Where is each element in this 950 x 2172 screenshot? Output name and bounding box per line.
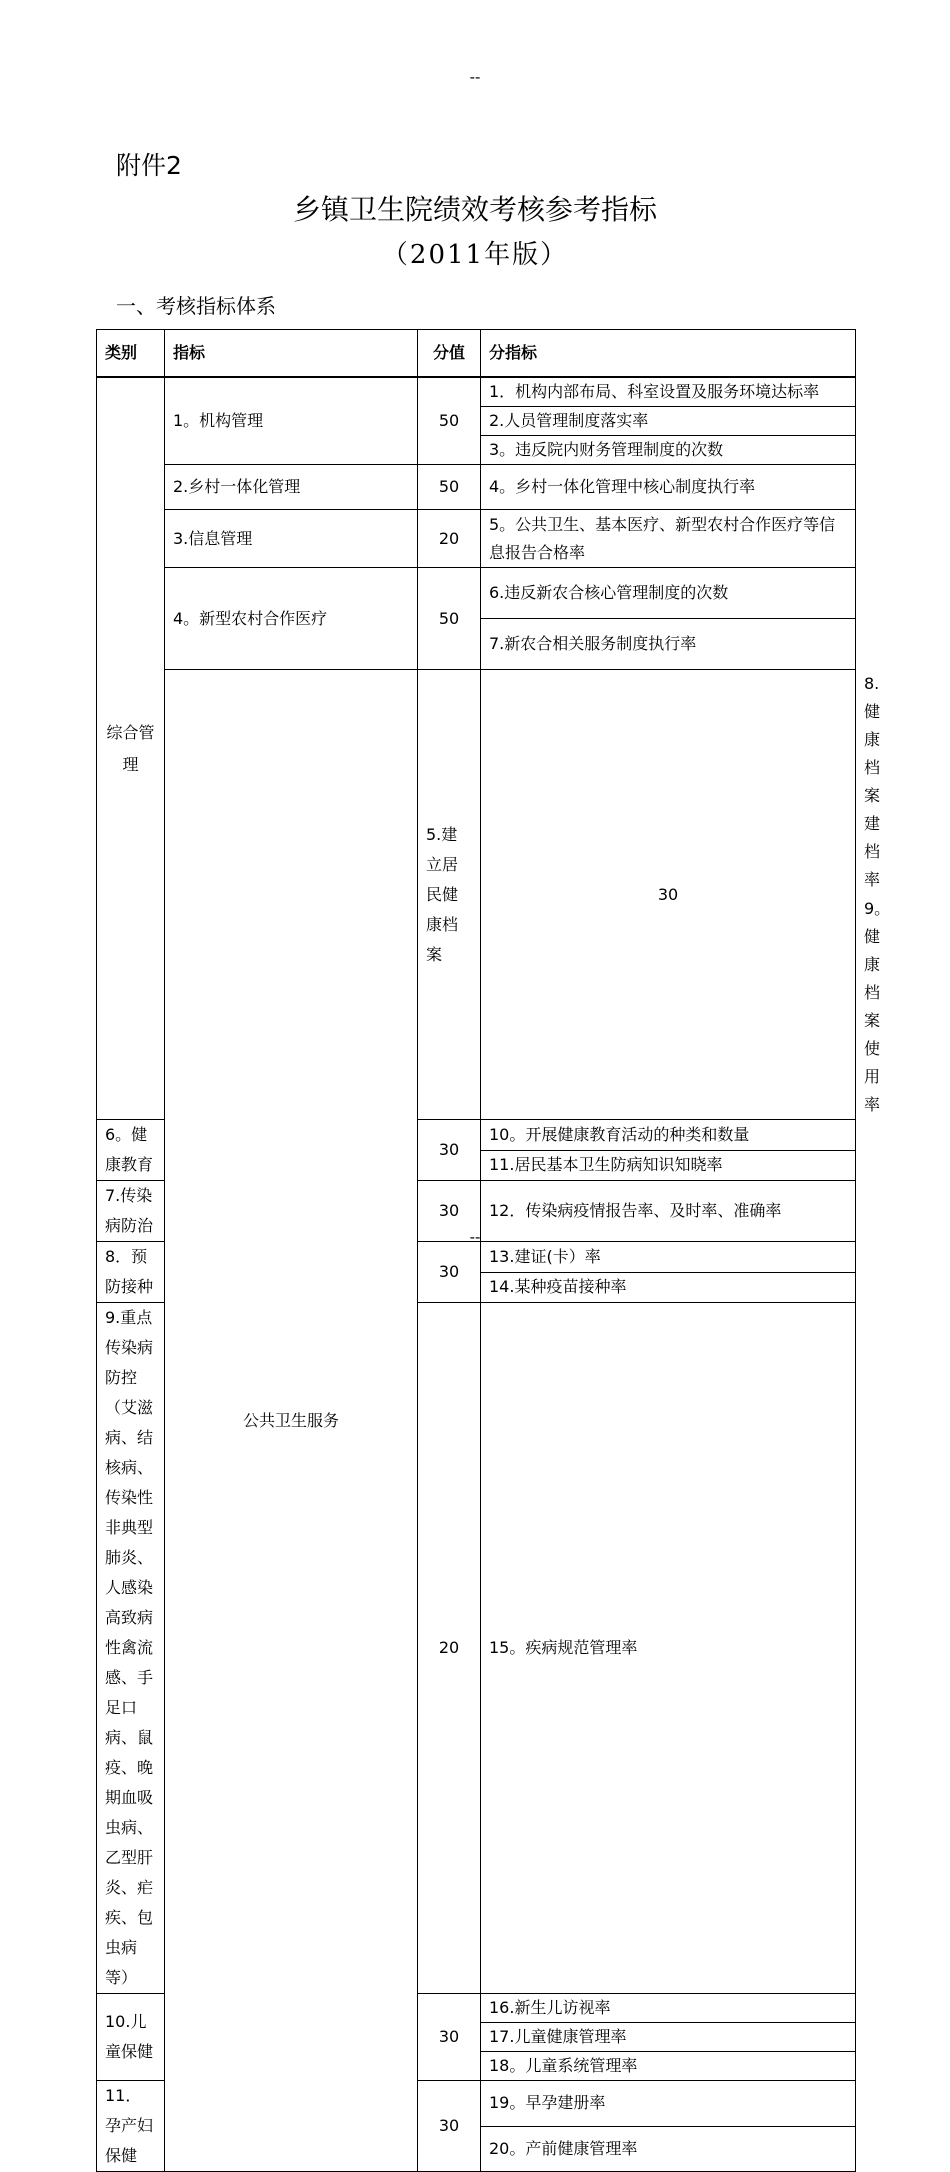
indicator-cell: 8．预防接种	[97, 1242, 165, 1303]
table-row	[97, 377, 856, 407]
header-score: 分值	[418, 330, 481, 378]
sub-indicator-cell: 15。疾病规范管理率	[481, 1303, 856, 1994]
sub-indicator-cell: 10。开展健康教育活动的种类和数量	[481, 1120, 856, 1151]
sub-indicator-cell: 2.人员管理制度落实率	[481, 407, 856, 436]
score-cell: 30	[418, 1120, 481, 1181]
indicator-cell: 4。新型农村合作医疗	[165, 568, 418, 670]
table-row	[97, 510, 856, 568]
score-cell: 30	[481, 670, 856, 1120]
table-row: 9。健康档案使用率	[864, 899, 891, 1114]
sub-indicator-cell: 1．机构内部布局、科室设置及服务环境达标率	[481, 377, 856, 407]
page-footer-marker: --	[469, 1228, 481, 1246]
sub-indicator-cell: 16.新生儿访视率	[481, 1994, 856, 2023]
score-cell: 30	[418, 1994, 481, 2081]
table-row	[97, 465, 856, 510]
score-cell: 20	[418, 1303, 481, 1994]
indicator-table	[96, 329, 891, 2172]
score-cell: 50	[418, 377, 481, 465]
sub-indicator-cell: 20。产前健康管理率	[481, 2126, 856, 2172]
table-row	[97, 568, 856, 619]
document-subtitle: （2011年版）	[381, 240, 569, 270]
sub-indicator-cell: 4。乡村一体化管理中核心制度执行率	[481, 465, 856, 510]
table-row: 公共卫生服务 5.建立居民健康档案 30 8.健康档案建档率	[97, 670, 856, 895]
indicator-cell: 11．孕产妇保健	[97, 2081, 165, 2172]
score-cell: 50	[418, 465, 481, 510]
sub-indicator-cell: 19。早孕建册率	[481, 2081, 856, 2127]
document-title: 乡镇卫生院绩效考核参考指标	[292, 193, 657, 226]
category-cell: 公共卫生服务	[165, 670, 418, 2172]
score-cell: 50	[418, 568, 481, 670]
sub-indicator-cell: 12．传染病疫情报告率、及时率、准确率	[481, 1181, 856, 1242]
sub-indicator-cell: 6.违反新农合核心管理制度的次数	[481, 568, 856, 619]
score-cell: 30	[418, 1181, 481, 1242]
indicator-cell: 7.传染病防治	[97, 1181, 165, 1242]
sub-indicator-cell: 3。违反院内财务管理制度的次数	[481, 436, 856, 465]
sub-indicator-cell: 11.居民基本卫生防病知识知晓率	[481, 1150, 856, 1181]
indicator-cell: 2.乡村一体化管理	[165, 465, 418, 510]
section-heading: 一、考核指标体系	[116, 294, 276, 318]
attachment-label: 附件2	[116, 151, 182, 180]
sub-indicator-cell: 13.建证(卡）率	[481, 1242, 856, 1273]
indicator-cell: 3.信息管理	[165, 510, 418, 568]
sub-indicator-cell: 5。公共卫生、基本医疗、新型农村合作医疗等信息报告合格率	[481, 510, 856, 568]
score-cell: 20	[418, 510, 481, 568]
indicator-cell: 6。健康教育	[97, 1120, 165, 1181]
indicator-cell: 1。机构管理	[165, 377, 418, 465]
indicator-cell: 10.儿童保健	[97, 1994, 165, 2081]
header-category: 类别	[97, 330, 165, 378]
indicator-cell: 9.重点传染病防控（艾滋病、结核病、传染性非典型肺炎、人感染高致病性禽流感、手足口病、鼠疫、晚期血吸虫病、乙型肝炎、疟疾、包虫病等）	[97, 1303, 165, 1994]
sub-indicator-cell: 7.新农合相关服务制度执行率	[481, 619, 856, 670]
header-indicator: 指标	[165, 330, 418, 378]
indicator-cell: 5.建立居民健康档案	[418, 670, 481, 1120]
page-header-marker: --	[469, 68, 481, 86]
sub-indicator-cell: 17.儿童健康管理率	[481, 2023, 856, 2052]
score-cell: 30	[418, 2081, 481, 2172]
table-header-row	[97, 330, 856, 378]
sub-indicator-cell: 18。儿童系统管理率	[481, 2052, 856, 2081]
score-cell: 30	[418, 1242, 481, 1303]
sub-indicator-cell: 14.某种疫苗接种率	[481, 1272, 856, 1303]
header-sub-indicator: 分指标	[481, 330, 856, 378]
category-cell: 综合管理	[97, 377, 165, 1120]
